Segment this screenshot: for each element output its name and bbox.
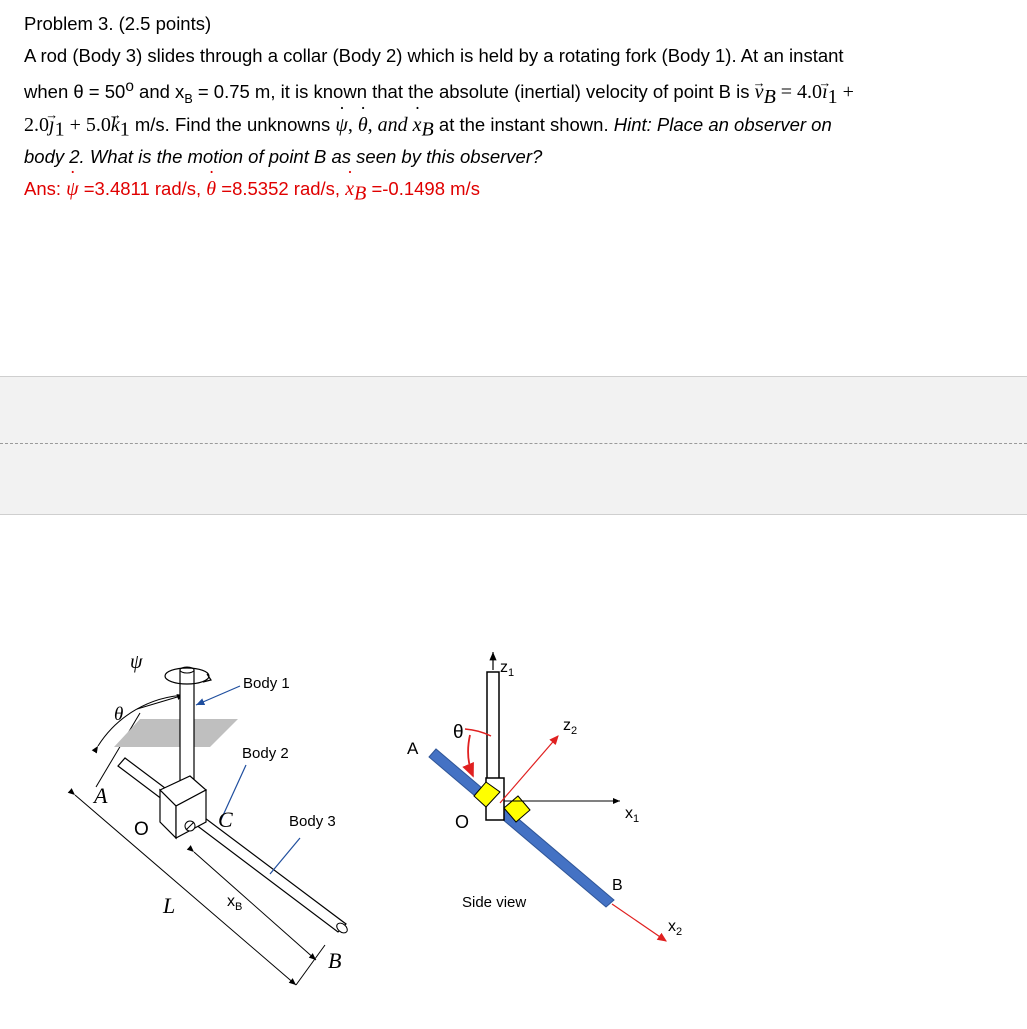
- length-l-label: L: [163, 893, 176, 918]
- body3-pointer: [270, 838, 300, 874]
- theta-dot-symbol: ˙ θ: [358, 110, 368, 142]
- x1-label: $x_1$: [625, 805, 640, 825]
- fork-shaft: [180, 670, 194, 785]
- z2-axis: [500, 736, 558, 803]
- psi-label: ψ: [130, 651, 143, 673]
- point-c-left: C: [218, 807, 233, 832]
- hint-text: Hint: Place an observer on: [613, 113, 832, 135]
- point-a-right: A: [407, 739, 419, 758]
- theta-arc-right: [468, 735, 473, 776]
- z2-label: $z_2$: [563, 717, 578, 737]
- psi-dot-symbol: ˙ ψ: [335, 110, 347, 142]
- side-view-label: Side view: [462, 894, 527, 911]
- dim-ext-bottom: [296, 945, 325, 985]
- body1-pointer: [196, 686, 240, 705]
- problem-line-1: A rod (Body 3) slides through a collar (Body 2) which is held by a rotating fork (Body 1). At an instant: [24, 44, 844, 66]
- body2-label: Body 2: [242, 745, 289, 762]
- problem-line-4: body 2. What is the motion of point B as seen by this observer?: [24, 146, 543, 168]
- answer-line: Ans: ˙ ψ =3.4811 rad/s, ˙ θ =8.5352 rad/s, ˙ $x_B =-0.1498$ m/s: [24, 173, 1009, 206]
- body1-label: Body 1: [243, 675, 290, 692]
- unit-vector-k: → k: [111, 110, 120, 142]
- problem-line-3: $2.0\to ȷ_1 + 5.0\to k_1$ m/s. Find the unknowns ˙ ψ, ˙ θ, and ˙ $x_B$ at the instant shown. Hint: Place an observer on: [24, 109, 1009, 142]
- velocity-vector-symbol: → v: [755, 77, 764, 109]
- xb-label: $x_B$: [227, 893, 243, 913]
- problem-title: Problem 3. (2.5 points): [24, 13, 212, 34]
- z1-label: $z_1$: [500, 659, 515, 679]
- x2-label: $x_2$: [668, 918, 683, 938]
- body3-label: Body 3: [289, 813, 336, 830]
- theta-label-right: θ: [453, 722, 464, 743]
- ground-plate: [114, 719, 238, 747]
- theta-label-left: θ: [114, 704, 124, 725]
- unit-vector-j: → ȷ: [49, 110, 55, 142]
- left-figure: [75, 651, 349, 985]
- point-a-left: A: [94, 783, 108, 808]
- point-o-right: O: [455, 812, 470, 832]
- x-dot-symbol: ˙ x: [413, 110, 422, 142]
- point-b-right: B: [612, 877, 623, 894]
- unit-vector-i: → ı: [822, 77, 828, 109]
- x2-axis: [612, 904, 666, 941]
- theta-pointer: [137, 695, 184, 709]
- point-b-left: B: [328, 948, 342, 973]
- right-figure: [407, 652, 682, 941]
- fork-post: [487, 672, 499, 780]
- problem-line-2: when $\theta = 50^o$ and $x_B = 0.75$ m, it is known that the absolute (inertial) velocity of point B is → $v_B = 4.0\to$ $ı_1$ +: [24, 71, 1009, 109]
- point-o-left: O: [134, 819, 149, 840]
